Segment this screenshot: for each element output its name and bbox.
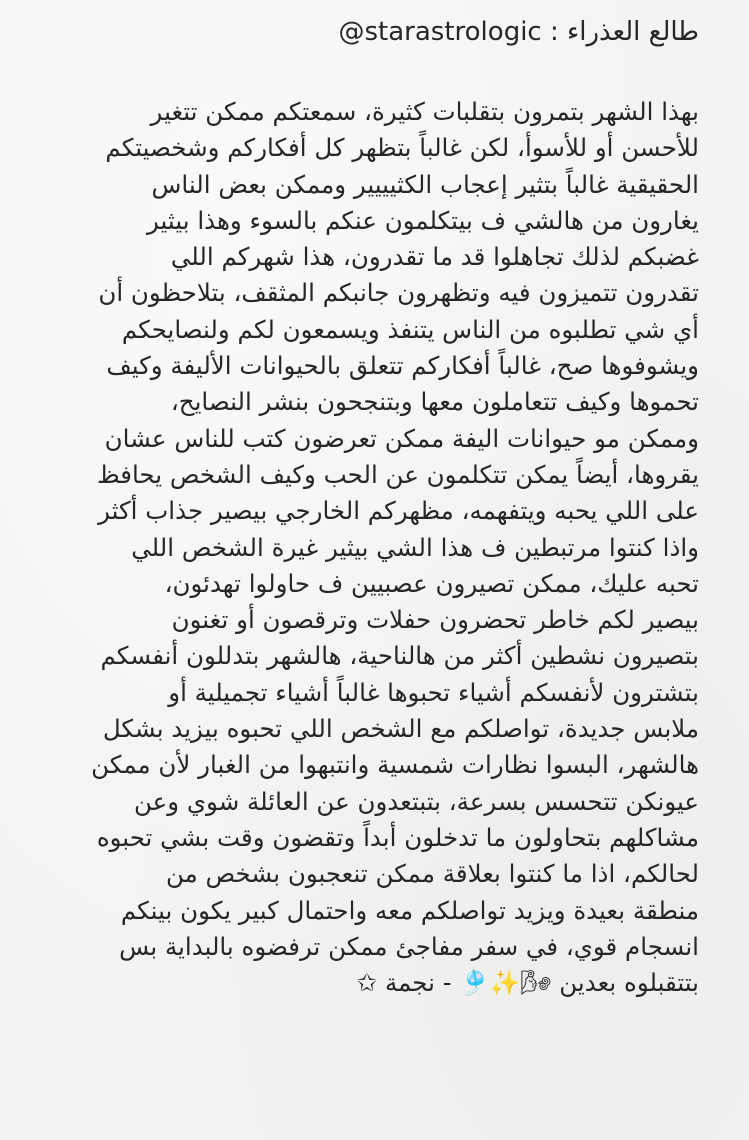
text-line: غضبكم لذلك تجاهلوا قد ما تقدرون، هذا شهركم اللي xyxy=(170,242,699,272)
text-line: وممكن مو حيوانات اليفة ممكن تعرضون كتب للناس عشان xyxy=(104,423,699,453)
text-line: ويشوفوها صح، غالباً أفكاركم تتعلق بالحيوانات الأليفة وكيف xyxy=(106,351,699,381)
text-line: لحالكم، اذا ما كنتوا بعلاقة ممكن تنعجبون بشخص من xyxy=(165,859,699,889)
text-line: على اللي يحبه ويتفهمه، مظهركم الخارجي بيصير جذاب أكثر xyxy=(98,496,699,526)
text-line: تحبه عليك، ممكن تصيرون عصبيين ف حاولوا تهدئون، xyxy=(164,568,699,598)
text-line: بتتقبلوه بعدين 🌬✨🎐 - نجمة ✩ xyxy=(356,968,699,998)
text-line: بتصيرون نشطين أكثر من هالناحية، هالشهر بتدللون أنفسكم xyxy=(100,641,699,671)
text-line: هالشهر، البسوا نظارات شمسية وانتبهوا من الغبار لأن ممكن xyxy=(91,750,699,780)
text-line: عيونكن تتحسس بسرعة، بتبتعدون عن العائلة شوي وعن xyxy=(133,786,699,816)
text-line: بيصير لكم خاطر تحضرون حفلات وترقصون أو تغنون xyxy=(171,605,699,635)
text-line: مشاكلهم بتحاولون ما تدخلون أبداً وتقضون وقت بشي تحبوه xyxy=(96,822,699,852)
horoscope-title: طالع العذراء : starastrologic@ xyxy=(338,17,699,47)
text-line: انسجام قوي، في سفر مفاجئ ممكن ترفضوه بالبداية بس xyxy=(119,931,699,961)
text-line: يقروها، أيضاً يمكن تتكلمون عن الحب وكيف الشخص يحافظ xyxy=(96,459,699,489)
text-line: للأحسن أو للأسوأ، لكن غالباً بتظهر كل أفكاركم وشخصيتكم xyxy=(105,133,699,163)
text-line: تقدرون تتميزون فيه وتظهرون جانبكم المثقف، بتلاحظون أن xyxy=(98,278,699,308)
text-line: ملابس جديدة، تواصلكم مع الشخص اللي تحبوه بيزيد بشكل xyxy=(102,714,699,744)
text-line: منطقة بعيدة ويزيد تواصلكم معه واحتمال كبير يكون بينكم xyxy=(120,895,699,925)
text-line: بتشترون لأنفسكم أشياء تحبوها غالباً أشياء تجميلية أو xyxy=(168,677,699,707)
text-line: واذا كنتوا مرتبطين ف هذا الشي بيثير غيرة الشخص اللي xyxy=(131,532,699,562)
text-line: يغارون من هالشي ف بيتكلمون عنكم بالسوء وهذا بيثير xyxy=(147,205,699,235)
horoscope-body xyxy=(39,94,699,1001)
text-line: بهذا الشهر بتمرون بتقلبات كثيرة، سمعتكم ممكن تتغير xyxy=(150,97,699,126)
text-line: الحقيقية غالباً بتثير إعجاب الكثيييير وممكن بعض الناس xyxy=(151,169,699,199)
text-line: تحموها وكيف تتعاملون معها وبتنجحون بنشر النصايح، xyxy=(170,387,699,417)
text-line: أي شي تطلبوه من الناس يتنفذ ويسمعون لكم ولنصايحكم xyxy=(121,314,699,344)
